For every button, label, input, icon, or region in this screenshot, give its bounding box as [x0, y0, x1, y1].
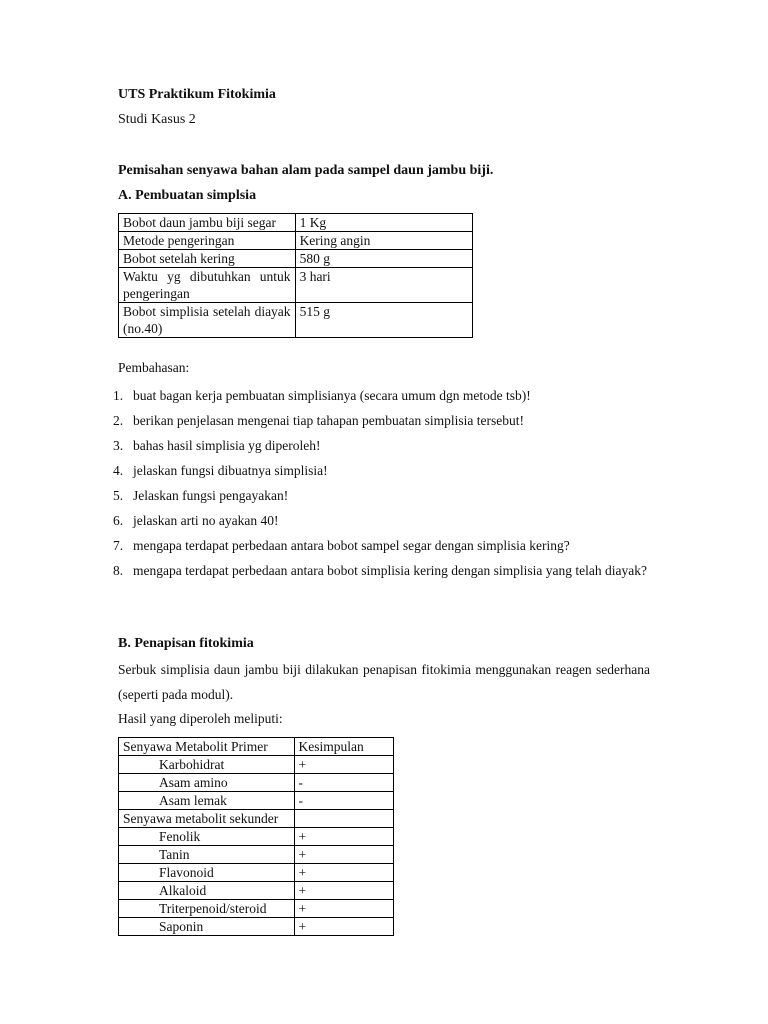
secondary-metabolite-header: Senyawa metabolit sekunder [119, 810, 295, 828]
list-number: 5. [113, 488, 124, 503]
compound-result: - [294, 774, 393, 792]
compound-result: - [294, 792, 393, 810]
table-cell-value: 3 hari [295, 268, 472, 303]
list-text: bahas hasil simplisia yg diperoleh! [133, 438, 321, 453]
list-text: buat bagan kerja pembuatan simplisianya (secara umum dgn metode tsb)! [133, 388, 531, 403]
list-item [113, 483, 653, 508]
list-number: 1. [113, 388, 124, 403]
empty-cell [294, 810, 393, 828]
compound-name: Karbohidrat [119, 756, 295, 774]
table-row [119, 756, 394, 774]
table-cell-label: Metode pengeringan [119, 232, 296, 250]
table-row [119, 918, 394, 936]
simplisia-table [118, 213, 473, 338]
list-text: mengapa terdapat perbedaan antara bobot sampel segar dengan simplisia kering? [133, 538, 570, 553]
list-item [113, 508, 653, 533]
compound-result: + [294, 900, 393, 918]
phytochemical-table [118, 737, 394, 936]
results-intro: Hasil yang diperoleh meliputi: [118, 711, 283, 726]
compound-name: Asam lemak [119, 792, 295, 810]
compound-name: Triterpenoid/steroid [119, 900, 295, 918]
document-subtitle: Studi Kasus 2 [118, 112, 196, 127]
compound-result: + [294, 882, 393, 900]
table-cell-value: Kering angin [295, 232, 472, 250]
compound-name: Tanin [119, 846, 295, 864]
discussion-label: Pembahasan: [118, 360, 190, 375]
table-row [119, 900, 394, 918]
list-text: jelaskan fungsi dibuatnya simplisia! [133, 463, 328, 478]
table-cell-value: 515 g [295, 303, 472, 338]
table-row [119, 846, 394, 864]
list-number: 7. [113, 538, 124, 553]
column-header-conclusion: Kesimpulan [294, 738, 393, 756]
compound-name: Alkaloid [119, 882, 295, 900]
table-cell-label: Bobot simplisia setelah diayak (no.40) [119, 303, 296, 338]
table-row [119, 774, 394, 792]
list-item [113, 558, 653, 583]
list-text: Jelaskan fungsi pengayakan! [133, 488, 289, 503]
document-title: UTS Praktikum Fitokimia [118, 87, 276, 102]
table-row [119, 792, 394, 810]
question-list [113, 383, 653, 583]
table-header-row [119, 738, 394, 756]
table-row [119, 232, 473, 250]
table-cell-value: 580 g [295, 250, 472, 268]
list-number: 4. [113, 463, 124, 478]
list-item [113, 533, 653, 558]
list-text: jelaskan arti no ayakan 40! [133, 513, 279, 528]
main-title: Pemisahan senyawa bahan alam pada sampel daun jambu biji. [118, 163, 494, 178]
list-number: 6. [113, 513, 124, 528]
table-row [119, 882, 394, 900]
table-row [119, 214, 473, 232]
table-cell-label: Bobot daun jambu biji segar [119, 214, 296, 232]
table-cell-value: 1 Kg [295, 214, 472, 232]
compound-name: Fenolik [119, 828, 295, 846]
compound-result: + [294, 864, 393, 882]
list-item [113, 433, 653, 458]
compound-result: + [294, 756, 393, 774]
table-row [119, 268, 473, 303]
compound-name: Flavonoid [119, 864, 295, 882]
table-row [119, 864, 394, 882]
compound-result: + [294, 846, 393, 864]
section-b-paragraph: Serbuk simplisia daun jambu biji dilakukan penapisan fitokimia menggunakan reagen sederhana (seperti pada modul). [118, 662, 650, 702]
column-header-compound: Senyawa Metabolit Primer [119, 738, 295, 756]
section-b-heading: B. Penapisan fitokimia [118, 636, 254, 651]
list-item [113, 458, 653, 483]
compound-result: + [294, 828, 393, 846]
list-number: 8. [113, 563, 124, 578]
list-number: 2. [113, 413, 124, 428]
list-number: 3. [113, 438, 124, 453]
compound-name: Asam amino [119, 774, 295, 792]
list-item [113, 408, 653, 433]
table-row [119, 303, 473, 338]
table-cell-label: Waktu yg dibutuhkan untuk pengeringan [119, 268, 296, 303]
table-row [119, 250, 473, 268]
list-text: mengapa terdapat perbedaan antara bobot simplisia kering dengan simplisia yang telah diayak? [133, 563, 647, 578]
compound-name: Saponin [119, 918, 295, 936]
section-a-heading: A. Pembuatan simplsia [118, 188, 257, 203]
list-item [113, 383, 653, 408]
table-cell-label: Bobot setelah kering [119, 250, 296, 268]
list-text: berikan penjelasan mengenai tiap tahapan pembuatan simplisia tersebut! [133, 413, 524, 428]
table-subheader-row [119, 810, 394, 828]
compound-result: + [294, 918, 393, 936]
table-row [119, 828, 394, 846]
